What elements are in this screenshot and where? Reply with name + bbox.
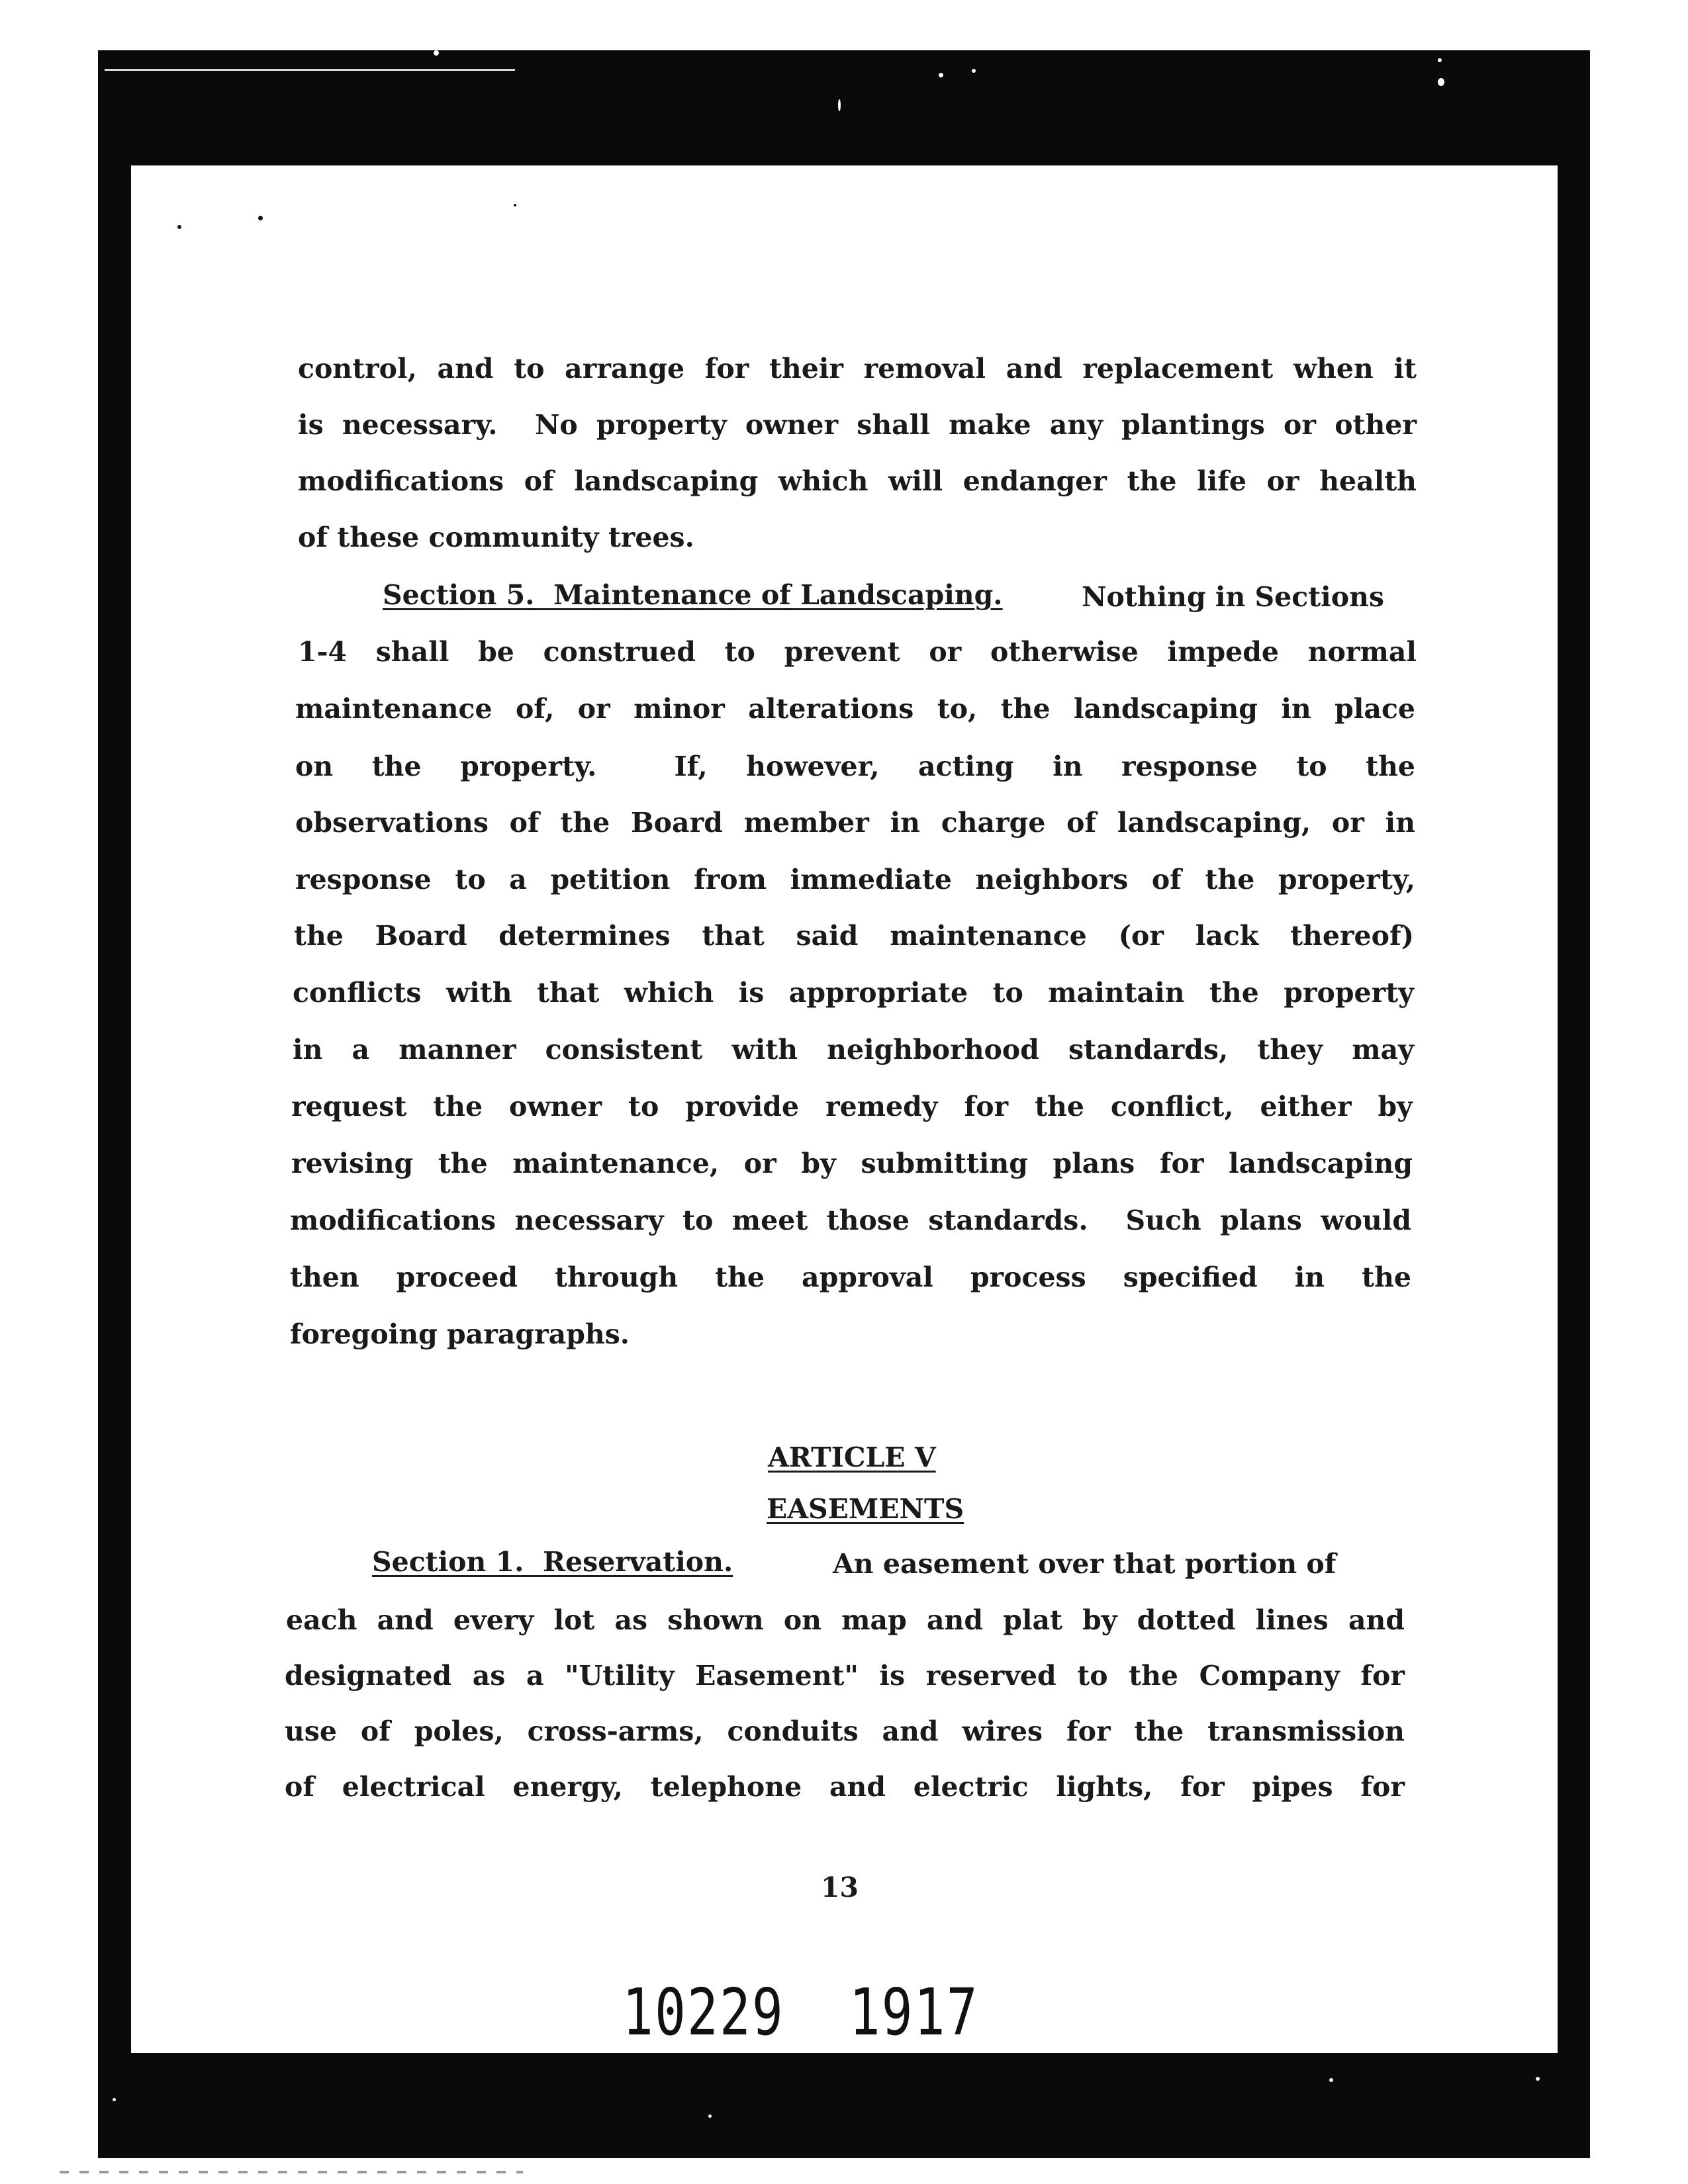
body-text-line: An easement over that portion of bbox=[833, 1548, 1336, 1580]
section-5-heading: Section 5. Maintenance of Landscaping. bbox=[383, 579, 1003, 611]
body-text-line: request the owner to provide remedy for the conflict, either by bbox=[291, 1091, 1413, 1122]
body-text-line: Nothing in Sections bbox=[1082, 581, 1384, 613]
article-title: ARTICLE V bbox=[768, 1441, 936, 1473]
scan-speck bbox=[939, 73, 943, 77]
body-text-line: the Board determines that said maintenance (or lack thereof) bbox=[294, 920, 1414, 952]
body-text-line: foregoing paragraphs. bbox=[290, 1318, 630, 1350]
body-text-line: is necessary. No property owner shall make any plantings or other bbox=[298, 409, 1417, 441]
scan-artifact-line bbox=[60, 2171, 523, 2173]
article-subtitle: EASEMENTS bbox=[767, 1493, 964, 1525]
scan-speck bbox=[1438, 58, 1442, 62]
body-text-line: modifications necessary to meet those standards. Such plans would bbox=[290, 1205, 1411, 1236]
scan-speck bbox=[838, 99, 841, 111]
scan-speck bbox=[1329, 2078, 1333, 2082]
body-text-line: then proceed through the approval process specified in the bbox=[290, 1261, 1411, 1293]
scan-artifact-line bbox=[105, 69, 515, 71]
body-text-line: designated as a "Utility Easement" is reserved to the Company for bbox=[285, 1660, 1405, 1692]
recording-stamp-number: 10229 1917 bbox=[622, 1976, 979, 2050]
body-text-line: maintenance of, or minor alterations to, the landscaping in place bbox=[295, 693, 1415, 725]
body-text-line: of these community trees. bbox=[298, 522, 694, 553]
body-text-line: use of poles, cross-arms, conduits and wires for the transmission bbox=[285, 1715, 1405, 1747]
scan-speck bbox=[177, 225, 181, 229]
body-text-line: conflicts with that which is appropriate to maintain the property bbox=[293, 977, 1414, 1009]
scan-speck bbox=[1438, 78, 1444, 86]
body-text-line: control, and to arrange for their removal and replacement when it bbox=[298, 353, 1417, 385]
scan-speck bbox=[1536, 2077, 1540, 2081]
body-text-line: revising the maintenance, or by submitting plans for landscaping bbox=[291, 1148, 1413, 1179]
body-text-line: in a manner consistent with neighborhood standards, they may bbox=[293, 1034, 1414, 1066]
scan-speck bbox=[434, 50, 439, 56]
body-text-line: 1-4 shall be construed to prevent or otherwise impede normal bbox=[298, 636, 1417, 668]
scan-speck bbox=[258, 216, 263, 220]
body-text-line: response to a petition from immediate neighbors of the property, bbox=[295, 864, 1415, 895]
body-text-line: observations of the Board member in charge of landscaping, or in bbox=[295, 807, 1415, 839]
body-text-line: modifications of landscaping which will endanger the life or health bbox=[298, 465, 1417, 497]
page-number: 13 bbox=[821, 1872, 859, 1903]
section-1-heading: Section 1. Reservation. bbox=[372, 1546, 733, 1578]
scan-speck bbox=[972, 69, 976, 73]
body-text-line: of electrical energy, telephone and electric lights, for pipes for bbox=[285, 1771, 1405, 1803]
body-text-line: each and every lot as shown on map and plat by dotted lines and bbox=[286, 1604, 1405, 1636]
scan-speck bbox=[708, 2115, 712, 2118]
body-text-line: on the property. If, however, acting in response to the bbox=[295, 751, 1415, 782]
scan-speck bbox=[113, 2098, 116, 2101]
scan-speck bbox=[514, 204, 516, 206]
